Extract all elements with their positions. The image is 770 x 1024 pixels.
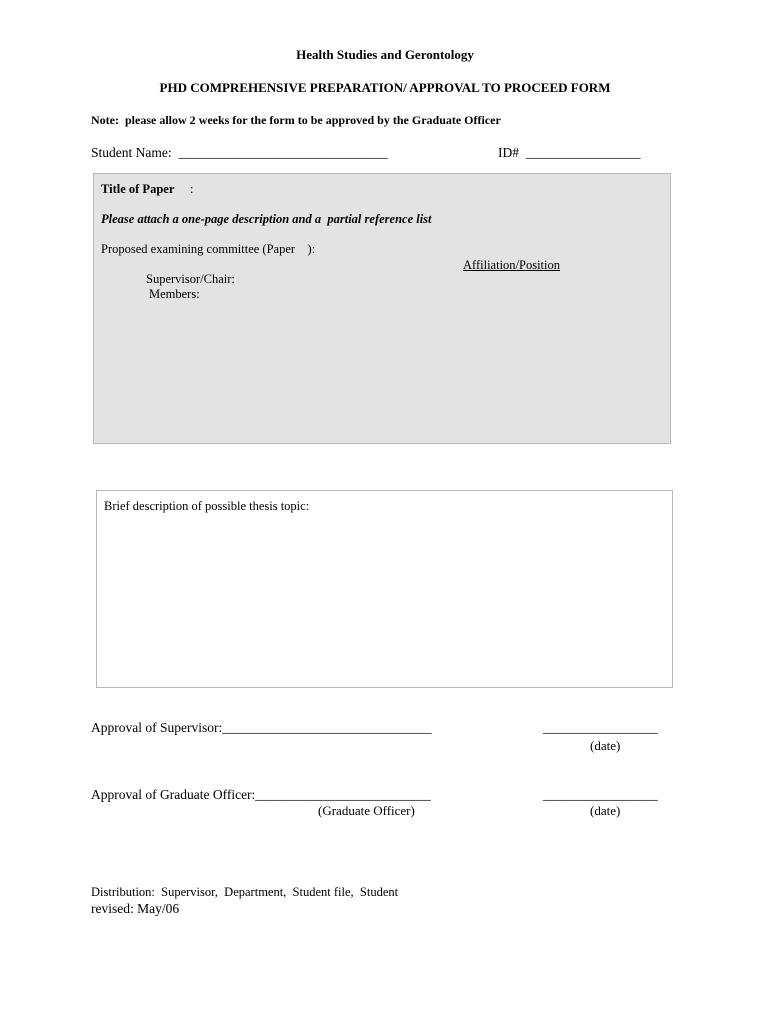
- form-title: PHD COMPREHENSIVE PREPARATION/ APPROVAL TO PROCEED FORM: [159, 80, 611, 95]
- student-name-field[interactable]: Student Name: _______________________________: [91, 145, 388, 160]
- supervisor-date-caption: (date): [590, 738, 621, 753]
- graduate-officer-date-line[interactable]: _________________: [543, 787, 658, 802]
- approval-note: Note: please allow 2 weeks for the form to be approved by the Graduate Officer: [91, 113, 501, 127]
- department-heading: Health Studies and Gerontology: [296, 47, 474, 62]
- supervisor-chair-label: Supervisor/Chair:: [146, 272, 235, 286]
- distribution-list: Distribution: Supervisor, Department, Student file, Student: [91, 885, 399, 899]
- graduate-officer-approval-signature-line[interactable]: Approval of Graduate Officer:__________________________: [91, 787, 431, 802]
- student-id-field[interactable]: ID# _________________: [498, 145, 641, 160]
- attach-description-note: Please attach a one-page description and a partial reference list: [101, 212, 432, 226]
- paper-title-colon: :: [190, 182, 194, 196]
- revision-date: revised: May/06: [91, 901, 180, 916]
- graduate-officer-caption: (Graduate Officer): [318, 803, 415, 818]
- paper-title-label: Title of Paper: [101, 182, 175, 196]
- members-label: Members:: [149, 287, 200, 301]
- supervisor-approval-signature-line[interactable]: Approval of Supervisor:_______________________________: [91, 720, 432, 735]
- examining-committee-label: Proposed examining committee (Paper ):: [101, 242, 316, 256]
- supervisor-approval-date-line[interactable]: _________________: [543, 720, 658, 735]
- thesis-topic-label: Brief description of possible thesis topic:: [104, 499, 310, 513]
- thesis-topic-box[interactable]: [96, 490, 673, 688]
- graduate-officer-date-caption: (date): [590, 803, 621, 818]
- affiliation-position-header: Affiliation/Position: [463, 258, 560, 272]
